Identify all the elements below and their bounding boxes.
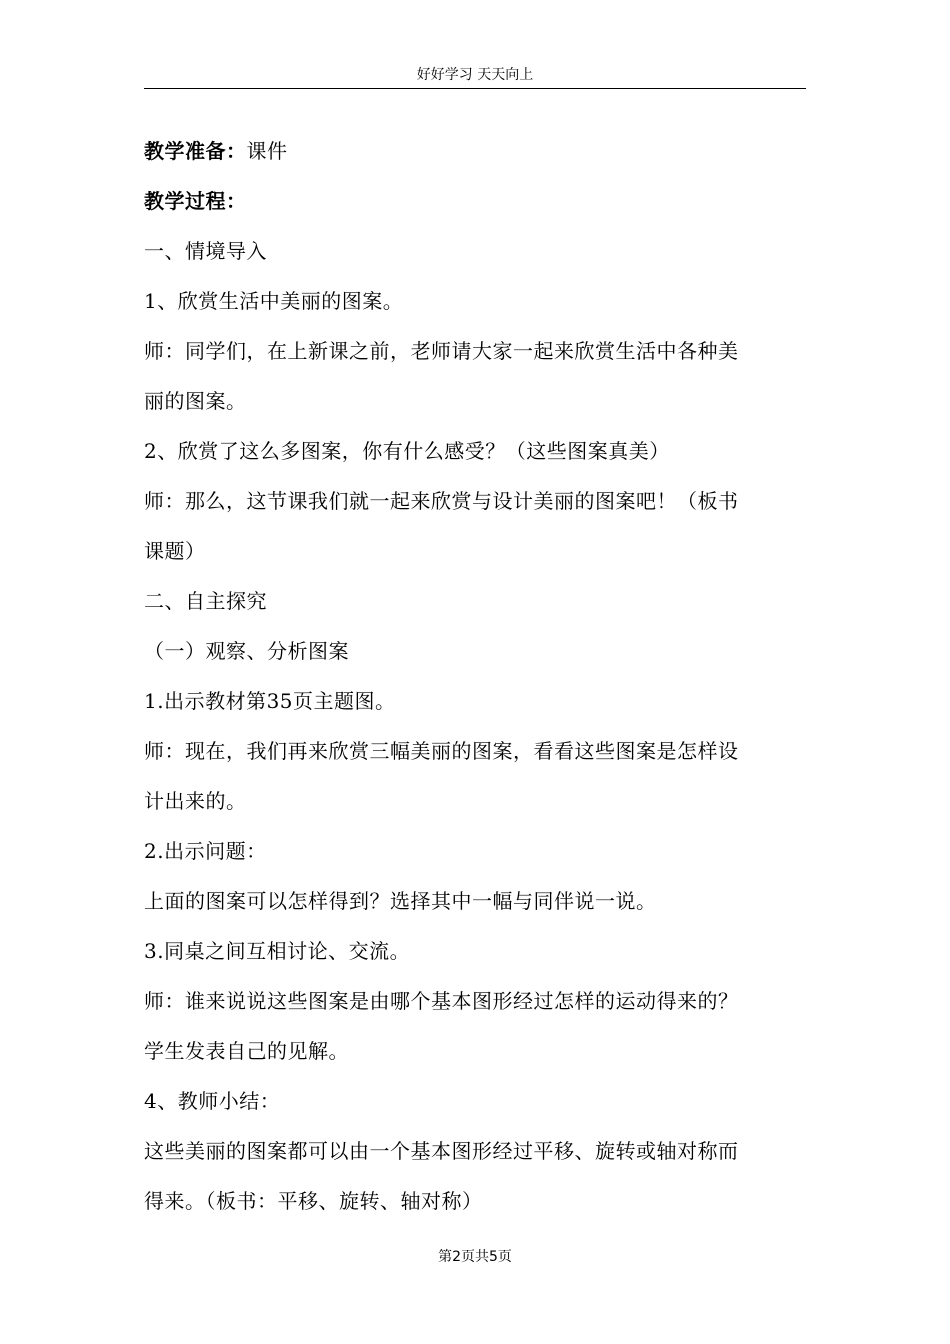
paragraph-line: 师：谁来说说这些图案是由哪个基本图形经过怎样的运动得来的？ [144, 989, 739, 1013]
paragraph-line: 4、教师小结： [144, 1089, 281, 1113]
teaching-prep-value: 课件 [246, 139, 288, 163]
paragraph-line: 得来。（板书：平移、旋转、轴对称） [144, 1189, 483, 1213]
page-number-footer: 第2页共5页 [438, 1249, 512, 1265]
paragraph-line: 1、欣赏生活中美丽的图案。 [144, 289, 404, 313]
document-body [144, 126, 808, 1226]
paragraph-line: 2.出示问题： [144, 839, 267, 863]
teaching-process-heading: 教学过程： [144, 189, 247, 213]
paragraph-line: 学生发表自己的见解。 [144, 1039, 349, 1063]
paragraph-line: 上面的图案可以怎样得到？选择其中一幅与同伴说一说。 [144, 889, 657, 913]
header-divider [144, 88, 806, 89]
teaching-prep-line [144, 126, 808, 176]
teaching-prep-label: 教学准备： [144, 139, 247, 163]
paragraph-line: 这些美丽的图案都可以由一个基本图形经过平移、旋转或轴对称而 [144, 1139, 739, 1163]
section-heading-explore: 二、自主探究 [144, 589, 267, 613]
paragraph-line: 3.同桌之间互相讨论、交流。 [144, 939, 411, 963]
paragraph-line: 师：现在，我们再来欣赏三幅美丽的图案，看看这些图案是怎样设 [144, 739, 739, 763]
paragraph-line: 师：那么，这节课我们就一起来欣赏与设计美丽的图案吧！（板书 [144, 489, 739, 513]
paragraph-line: 丽的图案。 [144, 389, 247, 413]
subsection-heading: （一）观察、分析图案 [144, 639, 349, 663]
section-heading-intro: 一、情境导入 [144, 239, 267, 263]
paragraph-line: 计出来的。 [144, 789, 247, 813]
page-header: 好好学习 天天向上 [416, 67, 534, 83]
paragraph-line: 师：同学们，在上新课之前，老师请大家一起来欣赏生活中各种美 [144, 339, 739, 363]
paragraph-line: 2、欣赏了这么多图案，你有什么感受？（这些图案真美） [144, 439, 670, 463]
paragraph-line: 1.出示教材第35页主题图。 [144, 689, 396, 713]
paragraph-line: 课题） [144, 539, 206, 563]
